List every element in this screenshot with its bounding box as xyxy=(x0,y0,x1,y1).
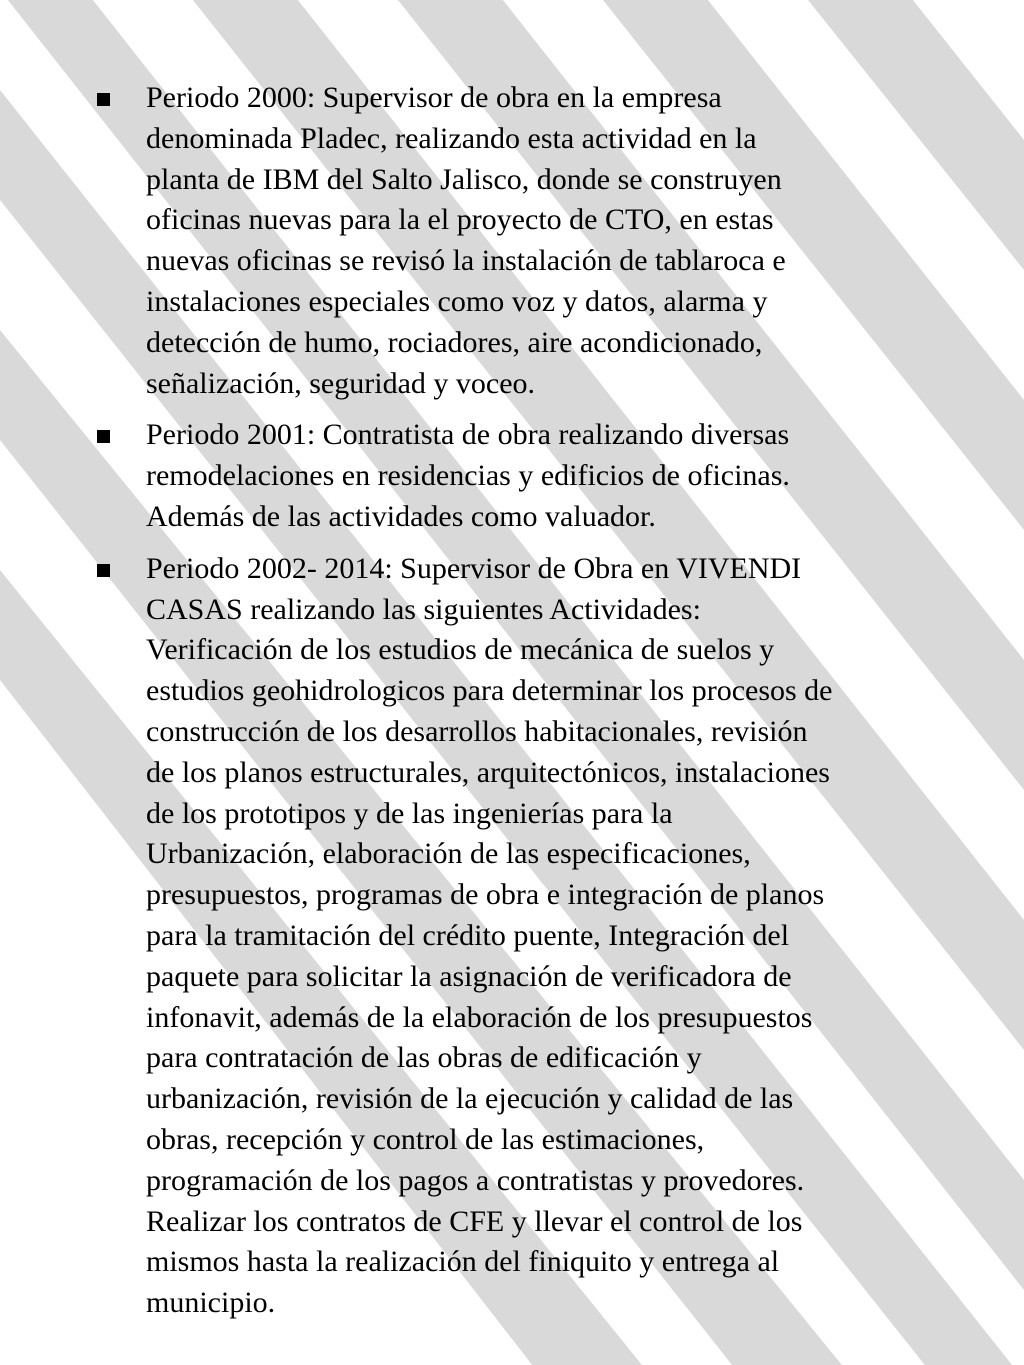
text-line: municipio. xyxy=(146,1286,276,1320)
document-body xyxy=(0,78,1024,1335)
experience-list xyxy=(0,78,1024,1324)
experience-item-2002-2014 xyxy=(0,549,936,1324)
text-line: obras, recepción y control de las estimaciones, xyxy=(146,1122,705,1156)
text-line: programación de los pagos a contratistas y provedores. xyxy=(146,1163,805,1197)
text-line: presupuestos, programas de obra e integración de planos xyxy=(146,878,825,912)
text-line: señalización, seguridad y voceo. xyxy=(146,366,536,400)
text-line: infonavit, además de la elaboración de los presupuestos xyxy=(146,1000,813,1034)
text-line: para contratación de las obras de edificación y xyxy=(146,1041,702,1075)
text-line: estudios geohidrologicos para determinar los procesos de xyxy=(146,674,833,708)
text-line: para la tramitación del crédito puente, Integración del xyxy=(146,918,790,952)
text-line: CASAS realizando las siguientes Actividades: xyxy=(146,592,701,626)
text-line: urbanización, revisión de la ejecución y calidad de las xyxy=(146,1082,794,1116)
experience-item-2000 xyxy=(0,78,936,404)
text-line: denominada Pladec, realizando esta actividad en la xyxy=(146,121,757,155)
text-line: planta de IBM del Salto Jalisco, donde se construyen xyxy=(146,162,782,196)
text-line: paquete para solicitar la asignación de verificadora de xyxy=(146,959,792,993)
text-line: nuevas oficinas se revisó la instalación de tablaroca e xyxy=(146,244,786,278)
text-line: Urbanización, elaboración de las especificaciones, xyxy=(146,837,751,871)
text-line: Realizar los contratos de CFE y llevar el control de los xyxy=(146,1204,803,1238)
text-line: de los prototipos y de las ingenierías para la xyxy=(146,796,673,830)
text-line: oficinas nuevas para la el proyecto de CTO, en estas xyxy=(146,203,774,237)
text-line: mismos hasta la realización del finiquito y entrega al xyxy=(146,1245,780,1279)
text-line: Periodo 2002- 2014: Supervisor de Obra en VIVENDI xyxy=(146,551,802,585)
text-line: Periodo 2000: Supervisor de obra en la empresa xyxy=(146,81,722,114)
text-line: detección de humo, rociadores, aire acondicionado, xyxy=(146,325,763,359)
text-line: instalaciones especiales como voz y datos, alarma y xyxy=(146,284,768,318)
experience-item-2001 xyxy=(0,415,936,537)
square-bullet-icon xyxy=(97,564,110,577)
text-line: de los planos estructurales, arquitectónicos, instalaciones xyxy=(146,755,830,789)
square-bullet-icon xyxy=(97,93,110,106)
text-line: Periodo 2001: Contratista de obra realizando diversas xyxy=(146,418,790,452)
text-line: Verificación de los estudios de mecánica de suelos y xyxy=(146,633,775,667)
text-line: remodelaciones en residencias y edificios de oficinas. xyxy=(146,459,790,493)
text-line: construcción de los desarrollos habitacionales, revisión xyxy=(146,714,808,748)
square-bullet-icon xyxy=(97,430,110,443)
text-line: Además de las actividades como valuador. xyxy=(146,499,656,533)
